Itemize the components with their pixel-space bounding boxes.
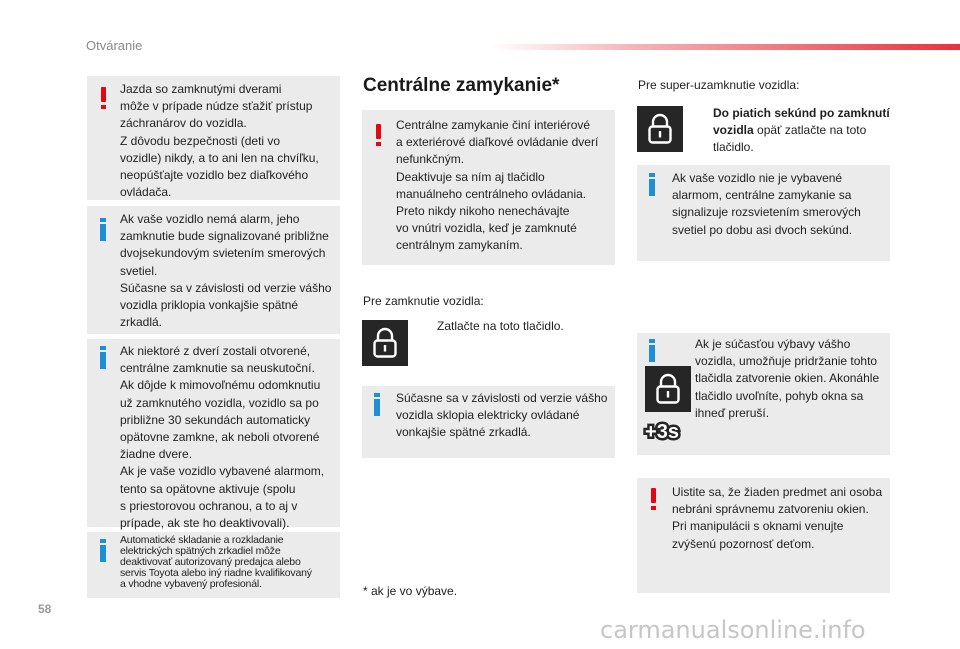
lock-button-icon — [637, 106, 683, 152]
footnote: * ak je vo výbave. — [363, 584, 458, 598]
superlock-step-text — [713, 105, 903, 157]
info-text: Automatické skladanie a rozkladanie elektrických spätných zrkadiel môže deaktivovať autorizovaný predajca alebo servis Toyota alebo iný riadne kvalifikovaný a vhodne vybavený profesionál. — [120, 534, 312, 590]
warning-box-central-locking — [362, 110, 615, 265]
superlock-step-bold: Do piatich sekúnd po zamknutí vozidla — [713, 106, 890, 138]
section-title: Centrálne zamykanie* — [363, 75, 560, 96]
info-box-window-closing — [637, 333, 890, 455]
info-icon — [100, 539, 106, 562]
info-icon — [649, 173, 655, 196]
superlock-step-rest: opäť zatlačte na toto tlačidlo. — [713, 123, 867, 155]
lock-button-icon — [362, 320, 408, 366]
section-header: Otváranie — [86, 38, 143, 53]
info-box-mirrors-fold — [362, 386, 615, 458]
lock-intro-text: Pre zamknutie vozidla: — [363, 294, 484, 308]
warning-box-window-safety — [637, 478, 890, 593]
info-icon — [374, 393, 380, 416]
lock-button-icon — [645, 366, 691, 412]
info-box-no-alarm-signal — [637, 165, 890, 261]
info-icon — [100, 346, 106, 369]
page-number: 58 — [38, 602, 52, 616]
info-icon — [649, 339, 655, 362]
superlock-intro-text: Pre super-uzamknutie vozidla: — [638, 78, 800, 92]
info-text: Ak vaše vozidlo nemá alarm, jeho zamknutie bude signalizované približne dvojsekundovým svietením smerových svetiel. Súčasne sa v závislosti od verzie vášho vozidla priklopia vonkajšie spätné zrkadlá. — [120, 212, 332, 330]
lock-step-text: Zatlačte na toto tlačidlo. — [437, 319, 564, 333]
info-text: Ak niektoré z dverí zostali otvorené, centrálne zamknutie sa neuskutoční. Ak dôjde k mimovoľnému odomknutiu už zamknutého vozidla, vozidlo sa po približne 30 sekundách automaticky opätovne zamkne, ak neboli otvorené žiadne dvere. Ak je vaše vozidlo vybavené alarmom, tento sa opätovne aktivuje (spolu s priestorovou ochranou, a to aj v prípade, ak ste ho deaktivovali). — [120, 344, 325, 531]
watermark: carmanualsonline.info — [600, 616, 866, 644]
warning-text: Centrálne zamykanie činí interiérové a exteriérové diaľkové ovládanie dverí nefunkčným. Deaktivuje sa ním aj tlačidlo manuálneho centrálneho ovládania. Preto nikdy nikoho nenechávajte vo vnútri vozidla, keď je zamknuté centrálnym zamykaním. — [396, 118, 599, 253]
info-text: Ak je súčasťou výbavy vášho vozidla, umožňuje pridržanie tohto tlačidla zatvorenie okien. Akonáhle tlačidlo uvoľníte, pohyb okna sa ihneď preruší. — [695, 337, 880, 420]
info-box-no-alarm — [87, 206, 340, 334]
warning-box-locked-driving — [87, 76, 340, 200]
info-icon — [100, 218, 106, 241]
info-box-mirror-folding — [87, 532, 340, 598]
header-accent-bar — [490, 44, 960, 50]
info-text: Ak vaše vozidlo nie je vybavené alarmom, centrálne zamykanie sa signalizuje rozsvietením smerových svetiel po dobu asi dvoch sekúnd. — [672, 171, 861, 237]
warning-icon — [375, 124, 381, 146]
warning-text: Jazda so zamknutými dverami môže v prípade núdze sťažiť prístup záchranárov do vozidla. Z dôvodu bezpečnosti (deti vo vozidle) nikdy, a to ani len na chvíľku, neopúšťajte vozidlo bez diaľkového ovládača. — [120, 82, 319, 200]
warning-icon — [650, 488, 656, 510]
warning-text: Uistite sa, že žiaden predmet ani osoba nebráni správnemu zatvoreniu okien. Pri manipulácii s oknami venujte zvýšenú pozornosť deťom. — [672, 485, 883, 551]
hold-3s-text: +3s — [645, 421, 679, 443]
hold-3s-badge — [641, 419, 683, 443]
warning-icon — [100, 87, 106, 109]
info-box-doors-open — [87, 339, 340, 531]
info-text: Súčasne sa v závislosti od verzie vášho vozidla sklopia elektricky ovládané vonkajšie spätné zrkadlá. — [396, 391, 608, 440]
